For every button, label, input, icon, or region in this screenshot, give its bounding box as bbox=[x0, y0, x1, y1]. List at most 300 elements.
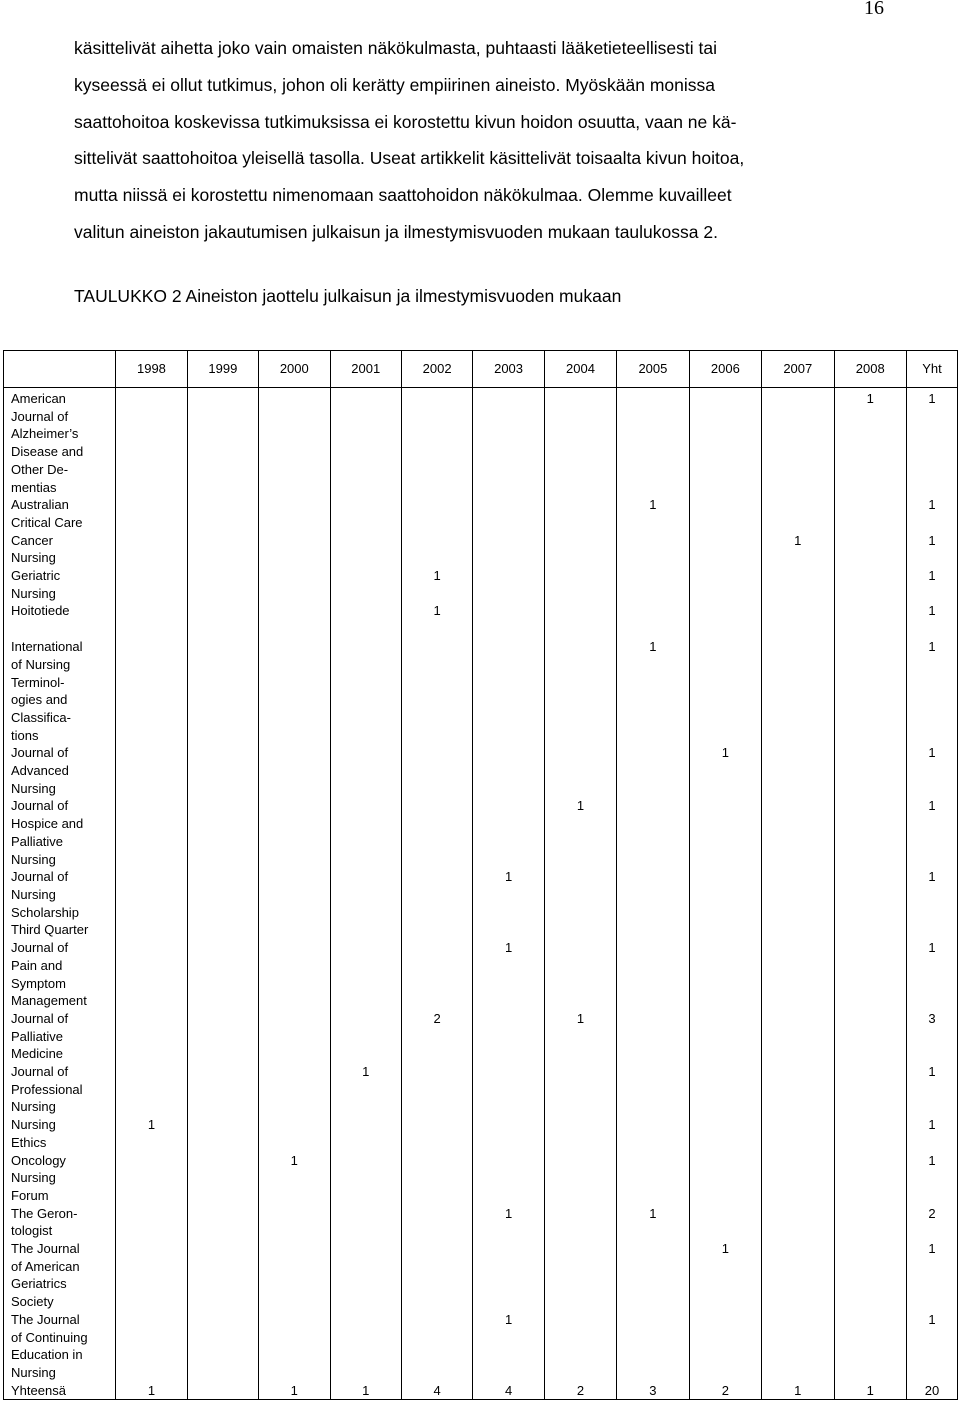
count-cell: 1 bbox=[259, 1382, 330, 1400]
count-cell bbox=[473, 567, 544, 602]
count-cell bbox=[187, 496, 258, 531]
table-row bbox=[4, 1116, 958, 1151]
count-cell bbox=[259, 1116, 330, 1151]
journal-name-line: tologist bbox=[11, 1223, 53, 1239]
journal-name-line: Journal of bbox=[11, 940, 69, 956]
count-cell bbox=[259, 1063, 330, 1116]
journal-name-cell bbox=[4, 1116, 116, 1151]
table-row bbox=[4, 388, 958, 497]
journal-name-line: Hoitotiede bbox=[11, 603, 70, 619]
count-cell bbox=[473, 1240, 544, 1311]
journal-name-line: Classifica- bbox=[11, 709, 71, 725]
spacer-cell bbox=[689, 620, 761, 638]
count-cell: 4 bbox=[473, 1382, 544, 1400]
row-total-cell: 1 bbox=[906, 532, 957, 567]
count-cell bbox=[330, 638, 401, 744]
count-cell bbox=[544, 1063, 616, 1116]
table-row bbox=[4, 1010, 958, 1063]
column-header: 2003 bbox=[473, 351, 544, 388]
spacer-cell bbox=[617, 620, 689, 638]
spacer-cell bbox=[473, 620, 544, 638]
count-cell bbox=[617, 744, 689, 797]
count-cell bbox=[834, 797, 906, 868]
count-cell bbox=[544, 744, 616, 797]
table-row bbox=[4, 939, 958, 1010]
count-cell: 1 bbox=[834, 388, 906, 497]
journal-name-cell bbox=[4, 868, 116, 939]
count-cell bbox=[689, 1010, 761, 1063]
count-cell bbox=[401, 1116, 472, 1151]
journal-name-line: The Geron- bbox=[11, 1205, 78, 1221]
count-cell bbox=[330, 602, 401, 620]
table-spacer-row bbox=[4, 620, 958, 638]
journal-name-line: of American bbox=[11, 1258, 80, 1274]
column-header: 2000 bbox=[259, 351, 330, 388]
count-cell bbox=[401, 1240, 472, 1311]
count-cell bbox=[401, 1063, 472, 1116]
count-cell bbox=[330, 1205, 401, 1240]
journal-name-line: Symptom bbox=[11, 975, 66, 991]
count-cell: 2 bbox=[689, 1382, 761, 1400]
count-cell: 1 bbox=[401, 567, 472, 602]
table-row bbox=[4, 602, 958, 620]
count-cell bbox=[762, 1116, 834, 1151]
count-cell bbox=[187, 1152, 258, 1205]
journal-name-line: Nursing bbox=[11, 550, 56, 566]
count-cell bbox=[834, 532, 906, 567]
count-cell bbox=[401, 638, 472, 744]
count-cell bbox=[617, 1010, 689, 1063]
count-cell bbox=[116, 496, 187, 531]
journal-name-line: Alzheimer’s bbox=[11, 426, 79, 442]
count-cell bbox=[187, 1010, 258, 1063]
count-cell bbox=[834, 744, 906, 797]
count-cell bbox=[116, 1205, 187, 1240]
count-cell bbox=[544, 868, 616, 939]
journal-name-line: International bbox=[11, 639, 83, 655]
journal-name-line: Cancer bbox=[11, 532, 53, 548]
table-row bbox=[4, 532, 958, 567]
count-cell bbox=[116, 388, 187, 497]
count-cell bbox=[187, 1116, 258, 1151]
count-cell: 1 bbox=[473, 939, 544, 1010]
journal-name-cell bbox=[4, 1010, 116, 1063]
count-cell bbox=[401, 532, 472, 567]
paragraph-line: mutta niissä ei korostettu nimenomaan saattohoidon näkökulmaa. Olemme kuvailleet bbox=[74, 185, 732, 206]
journal-name-cell bbox=[4, 744, 116, 797]
journal-name-line: Nursing bbox=[11, 1364, 56, 1380]
count-cell bbox=[116, 602, 187, 620]
count-cell bbox=[473, 388, 544, 497]
journal-name-line: Journal of bbox=[11, 798, 69, 814]
count-cell bbox=[617, 388, 689, 497]
count-cell bbox=[187, 797, 258, 868]
count-cell bbox=[401, 1311, 472, 1382]
count-cell: 1 bbox=[762, 1382, 834, 1400]
count-cell bbox=[473, 638, 544, 744]
count-cell bbox=[762, 1205, 834, 1240]
count-cell bbox=[259, 638, 330, 744]
count-cell bbox=[834, 602, 906, 620]
count-cell bbox=[544, 1311, 616, 1382]
spacer-cell bbox=[116, 620, 187, 638]
count-cell bbox=[544, 1240, 616, 1311]
journal-name-line: Palliative bbox=[11, 1028, 64, 1044]
count-cell bbox=[259, 496, 330, 531]
row-total-cell: 1 bbox=[906, 388, 957, 497]
count-cell bbox=[617, 1152, 689, 1205]
count-cell bbox=[834, 868, 906, 939]
row-total-cell: 2 bbox=[906, 1205, 957, 1240]
journal-name-line: Nursing bbox=[11, 1170, 56, 1186]
count-cell bbox=[544, 1152, 616, 1205]
count-cell bbox=[834, 1205, 906, 1240]
count-cell bbox=[116, 1152, 187, 1205]
spacer-cell bbox=[401, 620, 472, 638]
table-row bbox=[4, 1063, 958, 1116]
count-cell bbox=[544, 638, 616, 744]
count-cell bbox=[401, 1205, 472, 1240]
table-caption: TAULUKKO 2 Aineiston jaottelu julkaisun ja ilmestymisvuoden mukaan bbox=[74, 286, 622, 306]
row-total-cell: 1 bbox=[906, 567, 957, 602]
count-cell bbox=[473, 1152, 544, 1205]
row-total-cell: 1 bbox=[906, 496, 957, 531]
journal-name-line: Education in bbox=[11, 1347, 83, 1363]
journal-name-line: Society bbox=[11, 1294, 54, 1310]
count-cell bbox=[762, 868, 834, 939]
row-total-cell: 1 bbox=[906, 602, 957, 620]
spacer-cell bbox=[544, 620, 616, 638]
count-cell bbox=[617, 868, 689, 939]
count-cell bbox=[473, 1063, 544, 1116]
count-cell bbox=[617, 567, 689, 602]
count-cell bbox=[689, 939, 761, 1010]
table-row bbox=[4, 744, 958, 797]
count-cell bbox=[116, 1311, 187, 1382]
journal-name-line: Hospice and bbox=[11, 816, 84, 832]
count-cell bbox=[689, 868, 761, 939]
count-cell bbox=[116, 567, 187, 602]
count-cell bbox=[834, 496, 906, 531]
count-cell: 1 bbox=[259, 1152, 330, 1205]
count-cell bbox=[689, 1311, 761, 1382]
count-cell bbox=[834, 1152, 906, 1205]
column-header: 1998 bbox=[116, 351, 187, 388]
count-cell bbox=[834, 1116, 906, 1151]
count-cell bbox=[762, 1152, 834, 1205]
column-header: 2007 bbox=[762, 351, 834, 388]
journal-name-line: Journal of bbox=[11, 1010, 69, 1026]
journal-name-line: mentias bbox=[11, 479, 57, 495]
journal-name-line: Oncology bbox=[11, 1152, 66, 1168]
count-cell bbox=[187, 1382, 258, 1400]
count-cell bbox=[473, 496, 544, 531]
table-row bbox=[4, 868, 958, 939]
count-cell bbox=[834, 1311, 906, 1382]
count-cell bbox=[116, 532, 187, 567]
count-cell bbox=[401, 939, 472, 1010]
count-cell bbox=[116, 1240, 187, 1311]
count-cell bbox=[617, 1311, 689, 1382]
table-row bbox=[4, 1240, 958, 1311]
count-cell bbox=[116, 797, 187, 868]
journal-name-line: Nursing bbox=[11, 886, 56, 902]
journal-name-line: Other De- bbox=[11, 461, 69, 477]
count-cell bbox=[762, 388, 834, 497]
count-cell: 1 bbox=[617, 496, 689, 531]
count-cell bbox=[617, 939, 689, 1010]
table-row bbox=[4, 496, 958, 531]
count-cell bbox=[330, 532, 401, 567]
count-cell bbox=[762, 1240, 834, 1311]
count-cell bbox=[401, 496, 472, 531]
count-cell bbox=[544, 388, 616, 497]
body-paragraph bbox=[74, 30, 889, 251]
journal-name-line: Yhteensä bbox=[11, 1382, 66, 1398]
count-cell bbox=[544, 496, 616, 531]
count-cell bbox=[762, 939, 834, 1010]
column-header: 1999 bbox=[187, 351, 258, 388]
count-cell bbox=[473, 532, 544, 567]
journal-name-cell bbox=[4, 532, 116, 567]
count-cell: 1 bbox=[834, 1382, 906, 1400]
journal-name-line: Scholarship bbox=[11, 904, 79, 920]
count-cell bbox=[259, 744, 330, 797]
journal-name-line: of Continuing bbox=[11, 1329, 88, 1345]
count-cell bbox=[473, 797, 544, 868]
count-cell bbox=[259, 797, 330, 868]
row-total-cell: 1 bbox=[906, 939, 957, 1010]
journal-name-line: Nursing bbox=[11, 851, 56, 867]
journal-name-cell bbox=[4, 1240, 116, 1311]
count-cell bbox=[259, 939, 330, 1010]
spacer-cell bbox=[259, 620, 330, 638]
journal-name-line: Pain and bbox=[11, 957, 63, 973]
paragraph-line: käsittelivät aihetta joko vain omaisten näkökulmasta, puhtaasti lääketieteellisesti tai bbox=[74, 38, 717, 58]
column-header: 2004 bbox=[544, 351, 616, 388]
count-cell bbox=[473, 602, 544, 620]
count-cell bbox=[401, 744, 472, 797]
count-cell bbox=[762, 602, 834, 620]
count-cell bbox=[187, 602, 258, 620]
count-cell bbox=[544, 939, 616, 1010]
row-total-cell: 3 bbox=[906, 1010, 957, 1063]
count-cell: 1 bbox=[116, 1382, 187, 1400]
count-cell bbox=[187, 567, 258, 602]
row-total-cell: 1 bbox=[906, 1116, 957, 1151]
count-cell bbox=[544, 567, 616, 602]
count-cell bbox=[187, 868, 258, 939]
count-cell bbox=[330, 496, 401, 531]
count-cell bbox=[762, 496, 834, 531]
journal-name-line: Nursing bbox=[11, 585, 56, 601]
count-cell bbox=[401, 388, 472, 497]
spacer-cell bbox=[834, 620, 906, 638]
count-cell: 1 bbox=[617, 638, 689, 744]
journal-name-line: Journal of bbox=[11, 745, 69, 761]
count-cell bbox=[762, 1063, 834, 1116]
journal-name-line: Journal of bbox=[11, 408, 69, 424]
count-cell: 2 bbox=[401, 1010, 472, 1063]
journal-name-line: Geriatrics bbox=[11, 1276, 67, 1292]
count-cell bbox=[689, 1152, 761, 1205]
count-cell bbox=[544, 532, 616, 567]
journal-name-line: Third Quarter bbox=[11, 922, 89, 938]
table-row bbox=[4, 567, 958, 602]
journal-name-cell bbox=[4, 496, 116, 531]
count-cell bbox=[762, 1311, 834, 1382]
count-cell bbox=[689, 638, 761, 744]
journal-name-line: of Nursing bbox=[11, 656, 71, 672]
table-row bbox=[4, 1205, 958, 1240]
count-cell bbox=[689, 797, 761, 868]
count-cell bbox=[689, 388, 761, 497]
journal-name-line: Nursing bbox=[11, 780, 56, 796]
count-cell bbox=[834, 939, 906, 1010]
count-cell bbox=[116, 744, 187, 797]
count-cell bbox=[617, 797, 689, 868]
count-cell bbox=[259, 602, 330, 620]
count-cell bbox=[834, 1240, 906, 1311]
count-cell bbox=[401, 1152, 472, 1205]
count-cell bbox=[544, 1116, 616, 1151]
count-cell bbox=[762, 797, 834, 868]
row-total-cell: 1 bbox=[906, 868, 957, 939]
journal-name-cell bbox=[4, 1382, 116, 1400]
count-cell bbox=[116, 1010, 187, 1063]
journal-name-line: Professional bbox=[11, 1081, 83, 1097]
count-cell bbox=[259, 868, 330, 939]
count-cell bbox=[259, 1205, 330, 1240]
count-cell bbox=[330, 1152, 401, 1205]
count-cell bbox=[473, 1116, 544, 1151]
count-cell bbox=[762, 1010, 834, 1063]
row-total-cell: 1 bbox=[906, 797, 957, 868]
table-header-row bbox=[4, 351, 958, 388]
count-cell bbox=[116, 868, 187, 939]
journal-name-cell bbox=[4, 1311, 116, 1382]
journal-name-line: ogies and bbox=[11, 692, 68, 708]
count-cell bbox=[473, 744, 544, 797]
table-row bbox=[4, 1152, 958, 1205]
count-cell bbox=[330, 567, 401, 602]
count-cell: 1 bbox=[473, 1205, 544, 1240]
paragraph-line: saattohoitoa koskevissa tutkimuksissa ei korostettu kivun hoidon osuutta, vaan ne kä- bbox=[74, 111, 737, 132]
count-cell bbox=[617, 1116, 689, 1151]
count-cell bbox=[187, 744, 258, 797]
count-cell bbox=[617, 1240, 689, 1311]
count-cell: 3 bbox=[617, 1382, 689, 1400]
journal-name-line: The Journal bbox=[11, 1311, 80, 1327]
journal-name-cell bbox=[4, 939, 116, 1010]
count-cell bbox=[187, 388, 258, 497]
count-cell bbox=[617, 602, 689, 620]
count-cell bbox=[689, 1063, 761, 1116]
column-header: 2001 bbox=[330, 351, 401, 388]
count-cell bbox=[689, 1116, 761, 1151]
count-cell bbox=[330, 388, 401, 497]
count-cell bbox=[544, 602, 616, 620]
table-body bbox=[4, 388, 958, 1400]
count-cell: 1 bbox=[473, 1311, 544, 1382]
count-cell bbox=[259, 567, 330, 602]
journal-name-cell bbox=[4, 1205, 116, 1240]
count-cell bbox=[116, 939, 187, 1010]
count-cell bbox=[259, 388, 330, 497]
row-total-cell: 1 bbox=[906, 744, 957, 797]
journal-name-line: Terminol- bbox=[11, 674, 65, 690]
journal-name-cell bbox=[4, 797, 116, 868]
journal-name-line: Medicine bbox=[11, 1046, 64, 1062]
journal-name-line: Geriatric bbox=[11, 568, 61, 584]
count-cell bbox=[689, 1205, 761, 1240]
paragraph-line: sittelivät saattohoitoa yleisellä tasolla. Useat artikkelit käsittelivät toisaalta kivun hoitoa, bbox=[74, 148, 745, 169]
data-table bbox=[3, 350, 958, 1400]
row-total-cell: 1 bbox=[906, 1152, 957, 1205]
journal-name-cell bbox=[4, 1152, 116, 1205]
count-cell bbox=[330, 1116, 401, 1151]
count-cell: 1 bbox=[762, 532, 834, 567]
paragraph-line: valitun aineiston jakautumisen julkaisun ja ilmestymisvuoden mukaan taulukossa 2. bbox=[74, 221, 718, 242]
count-cell bbox=[330, 744, 401, 797]
spacer-cell bbox=[4, 620, 116, 638]
count-cell bbox=[187, 1240, 258, 1311]
count-cell bbox=[544, 1205, 616, 1240]
count-cell: 1 bbox=[473, 868, 544, 939]
count-cell bbox=[762, 744, 834, 797]
count-cell bbox=[401, 797, 472, 868]
column-header: 2006 bbox=[689, 351, 761, 388]
count-cell bbox=[187, 1311, 258, 1382]
count-cell bbox=[834, 638, 906, 744]
count-cell bbox=[834, 1063, 906, 1116]
journal-name-line: tions bbox=[11, 727, 39, 743]
count-cell bbox=[116, 1063, 187, 1116]
count-cell bbox=[330, 939, 401, 1010]
journal-name-line: Palliative bbox=[11, 833, 64, 849]
row-total-cell: 1 bbox=[906, 1063, 957, 1116]
count-cell: 1 bbox=[544, 1010, 616, 1063]
count-cell: 4 bbox=[401, 1382, 472, 1400]
count-cell bbox=[259, 1240, 330, 1311]
count-cell bbox=[689, 496, 761, 531]
table-row bbox=[4, 1382, 958, 1400]
count-cell bbox=[187, 1063, 258, 1116]
journal-name-cell bbox=[4, 1063, 116, 1116]
count-cell: 1 bbox=[330, 1063, 401, 1116]
count-cell: 1 bbox=[544, 797, 616, 868]
header-corner-cell bbox=[4, 351, 116, 388]
spacer-cell bbox=[187, 620, 258, 638]
journal-name-line: Australian bbox=[11, 497, 69, 513]
row-total-cell: 1 bbox=[906, 1311, 957, 1382]
count-cell: 1 bbox=[617, 1205, 689, 1240]
count-cell: 1 bbox=[689, 1240, 761, 1311]
count-cell: 2 bbox=[544, 1382, 616, 1400]
count-cell bbox=[187, 532, 258, 567]
count-cell bbox=[473, 1010, 544, 1063]
count-cell bbox=[762, 567, 834, 602]
column-header: 2008 bbox=[834, 351, 906, 388]
journal-name-line: Management bbox=[11, 993, 87, 1009]
count-cell bbox=[259, 1010, 330, 1063]
count-cell bbox=[330, 1240, 401, 1311]
count-cell bbox=[834, 1010, 906, 1063]
count-cell bbox=[259, 532, 330, 567]
count-cell bbox=[116, 638, 187, 744]
count-cell bbox=[762, 638, 834, 744]
journal-name-line: Advanced bbox=[11, 763, 69, 779]
